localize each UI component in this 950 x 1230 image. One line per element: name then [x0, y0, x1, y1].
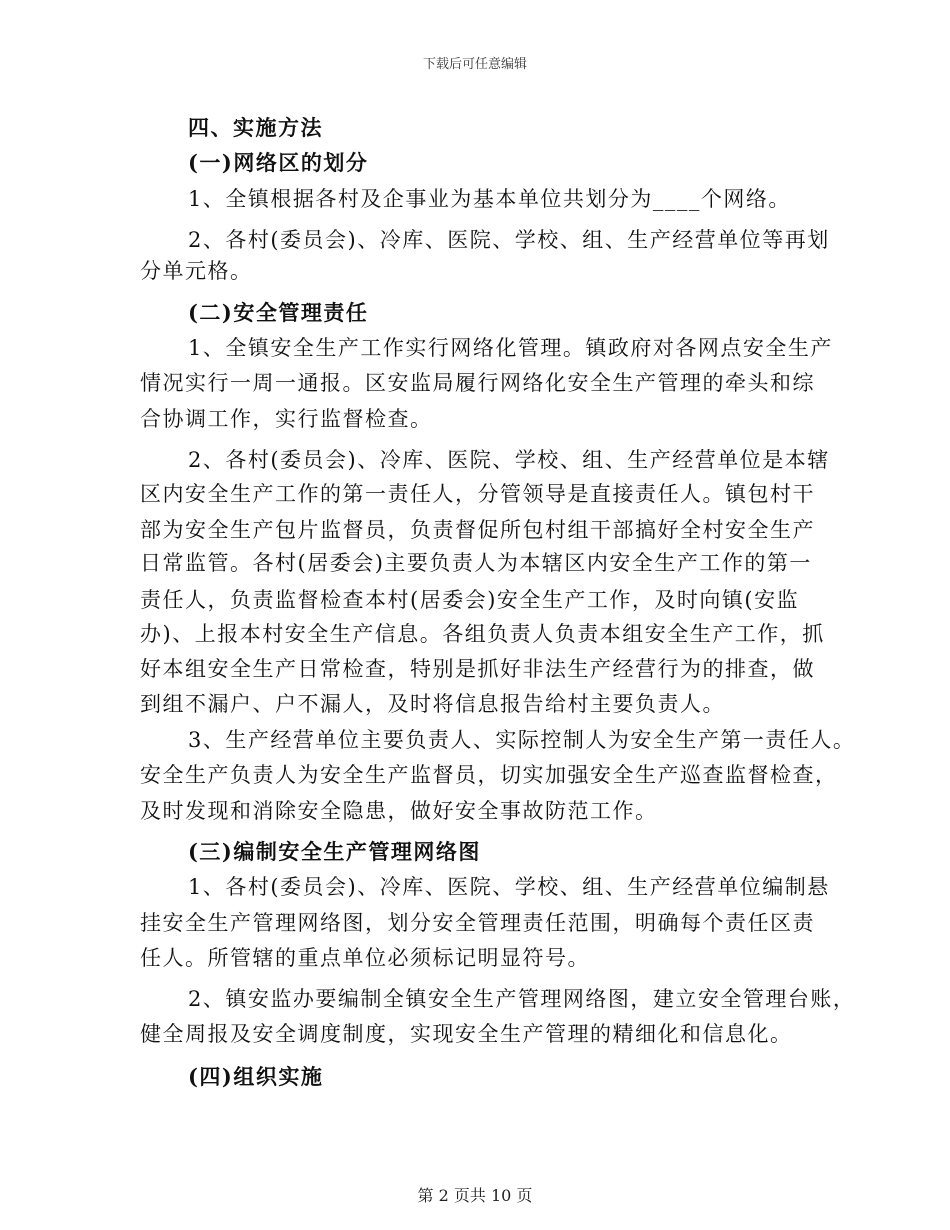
paragraph-line: 任人。所管辖的重点单位必须标记明显符号。: [140, 946, 590, 970]
paragraph-line: 责任人，负责监督检查本村(居委会)安全生产工作，及时向镇(安监: [140, 588, 800, 612]
paragraph-line: 到组不漏户、户不漏人，及时将信息报告给村主要负责人。: [140, 692, 725, 716]
paragraph-line: 办)、上报本村安全生产信息。各组负责人负责本组安全生产工作，抓: [140, 622, 825, 646]
paragraph-line: 合协调工作，实行监督检查。: [140, 407, 433, 431]
paragraph-line: 2、各村(委员会)、冷库、医院、学校、组、生产经营单位是本辖: [188, 448, 830, 472]
paragraph-line: 区内安全生产工作的第一责任人，分管领导是直接责任人。镇包村干: [140, 482, 815, 506]
paragraph-line: 情况实行一周一通报。区安监局履行网络化安全生产管理的牵头和综: [140, 371, 815, 395]
section-heading: (三)编制安全生产管理网络图: [188, 839, 481, 864]
paragraph-line: 挂安全生产管理网络图，划分安全管理责任范围，明确每个责任区责: [140, 911, 815, 935]
section-heading: (四)组织实施: [188, 1064, 324, 1089]
page-header: 下载后可任意编辑: [422, 57, 527, 72]
section-heading: (二)安全管理责任: [188, 300, 369, 325]
paragraph-line: 3、生产经营单位主要负责人、实际控制人为安全生产第一责任人。: [188, 728, 856, 752]
paragraph-line: 好本组安全生产日常检查，特别是抓好非法生产经营行为的排查，做: [140, 657, 815, 681]
paragraph-line: 及时发现和消除安全隐患，做好安全事故防范工作。: [140, 799, 658, 823]
paragraph-line: 2、镇安监办要编制全镇安全生产管理网络图，建立安全管理台账，: [188, 987, 856, 1011]
paragraph-line: 2、各村(委员会)、冷库、医院、学校、组、生产经营单位等再划: [188, 228, 830, 252]
section-heading: (一)网络区的划分: [188, 150, 369, 175]
page-footer: 第 2 页共 10 页: [417, 1186, 533, 1205]
paragraph-line: 健全周报及安全调度制度，实现安全生产管理的精细化和信息化。: [140, 1022, 793, 1046]
section-heading: 四、实施方法: [188, 115, 323, 140]
paragraph-line: 1、各村(委员会)、冷库、医院、学校、组、生产经营单位编制悬: [188, 875, 830, 899]
paragraph-line: 日常监管。各村(居委会)主要负责人为本辖区内安全生产工作的第一: [140, 551, 812, 575]
paragraph-line: 部为安全生产包片监督员，负责督促所包村组干部搞好全村安全生产: [140, 518, 815, 542]
paragraph-line: 1、全镇根据各村及企事业为基本单位共划分为____个网络。: [188, 187, 791, 211]
paragraph-line: 分单元格。: [140, 259, 253, 283]
paragraph-line: 安全生产负责人为安全生产监督员，切实加强安全生产巡查监督检查，: [140, 763, 838, 787]
paragraph-line: 1、全镇安全生产工作实行网络化管理。镇政府对各网点安全生产: [188, 336, 833, 360]
